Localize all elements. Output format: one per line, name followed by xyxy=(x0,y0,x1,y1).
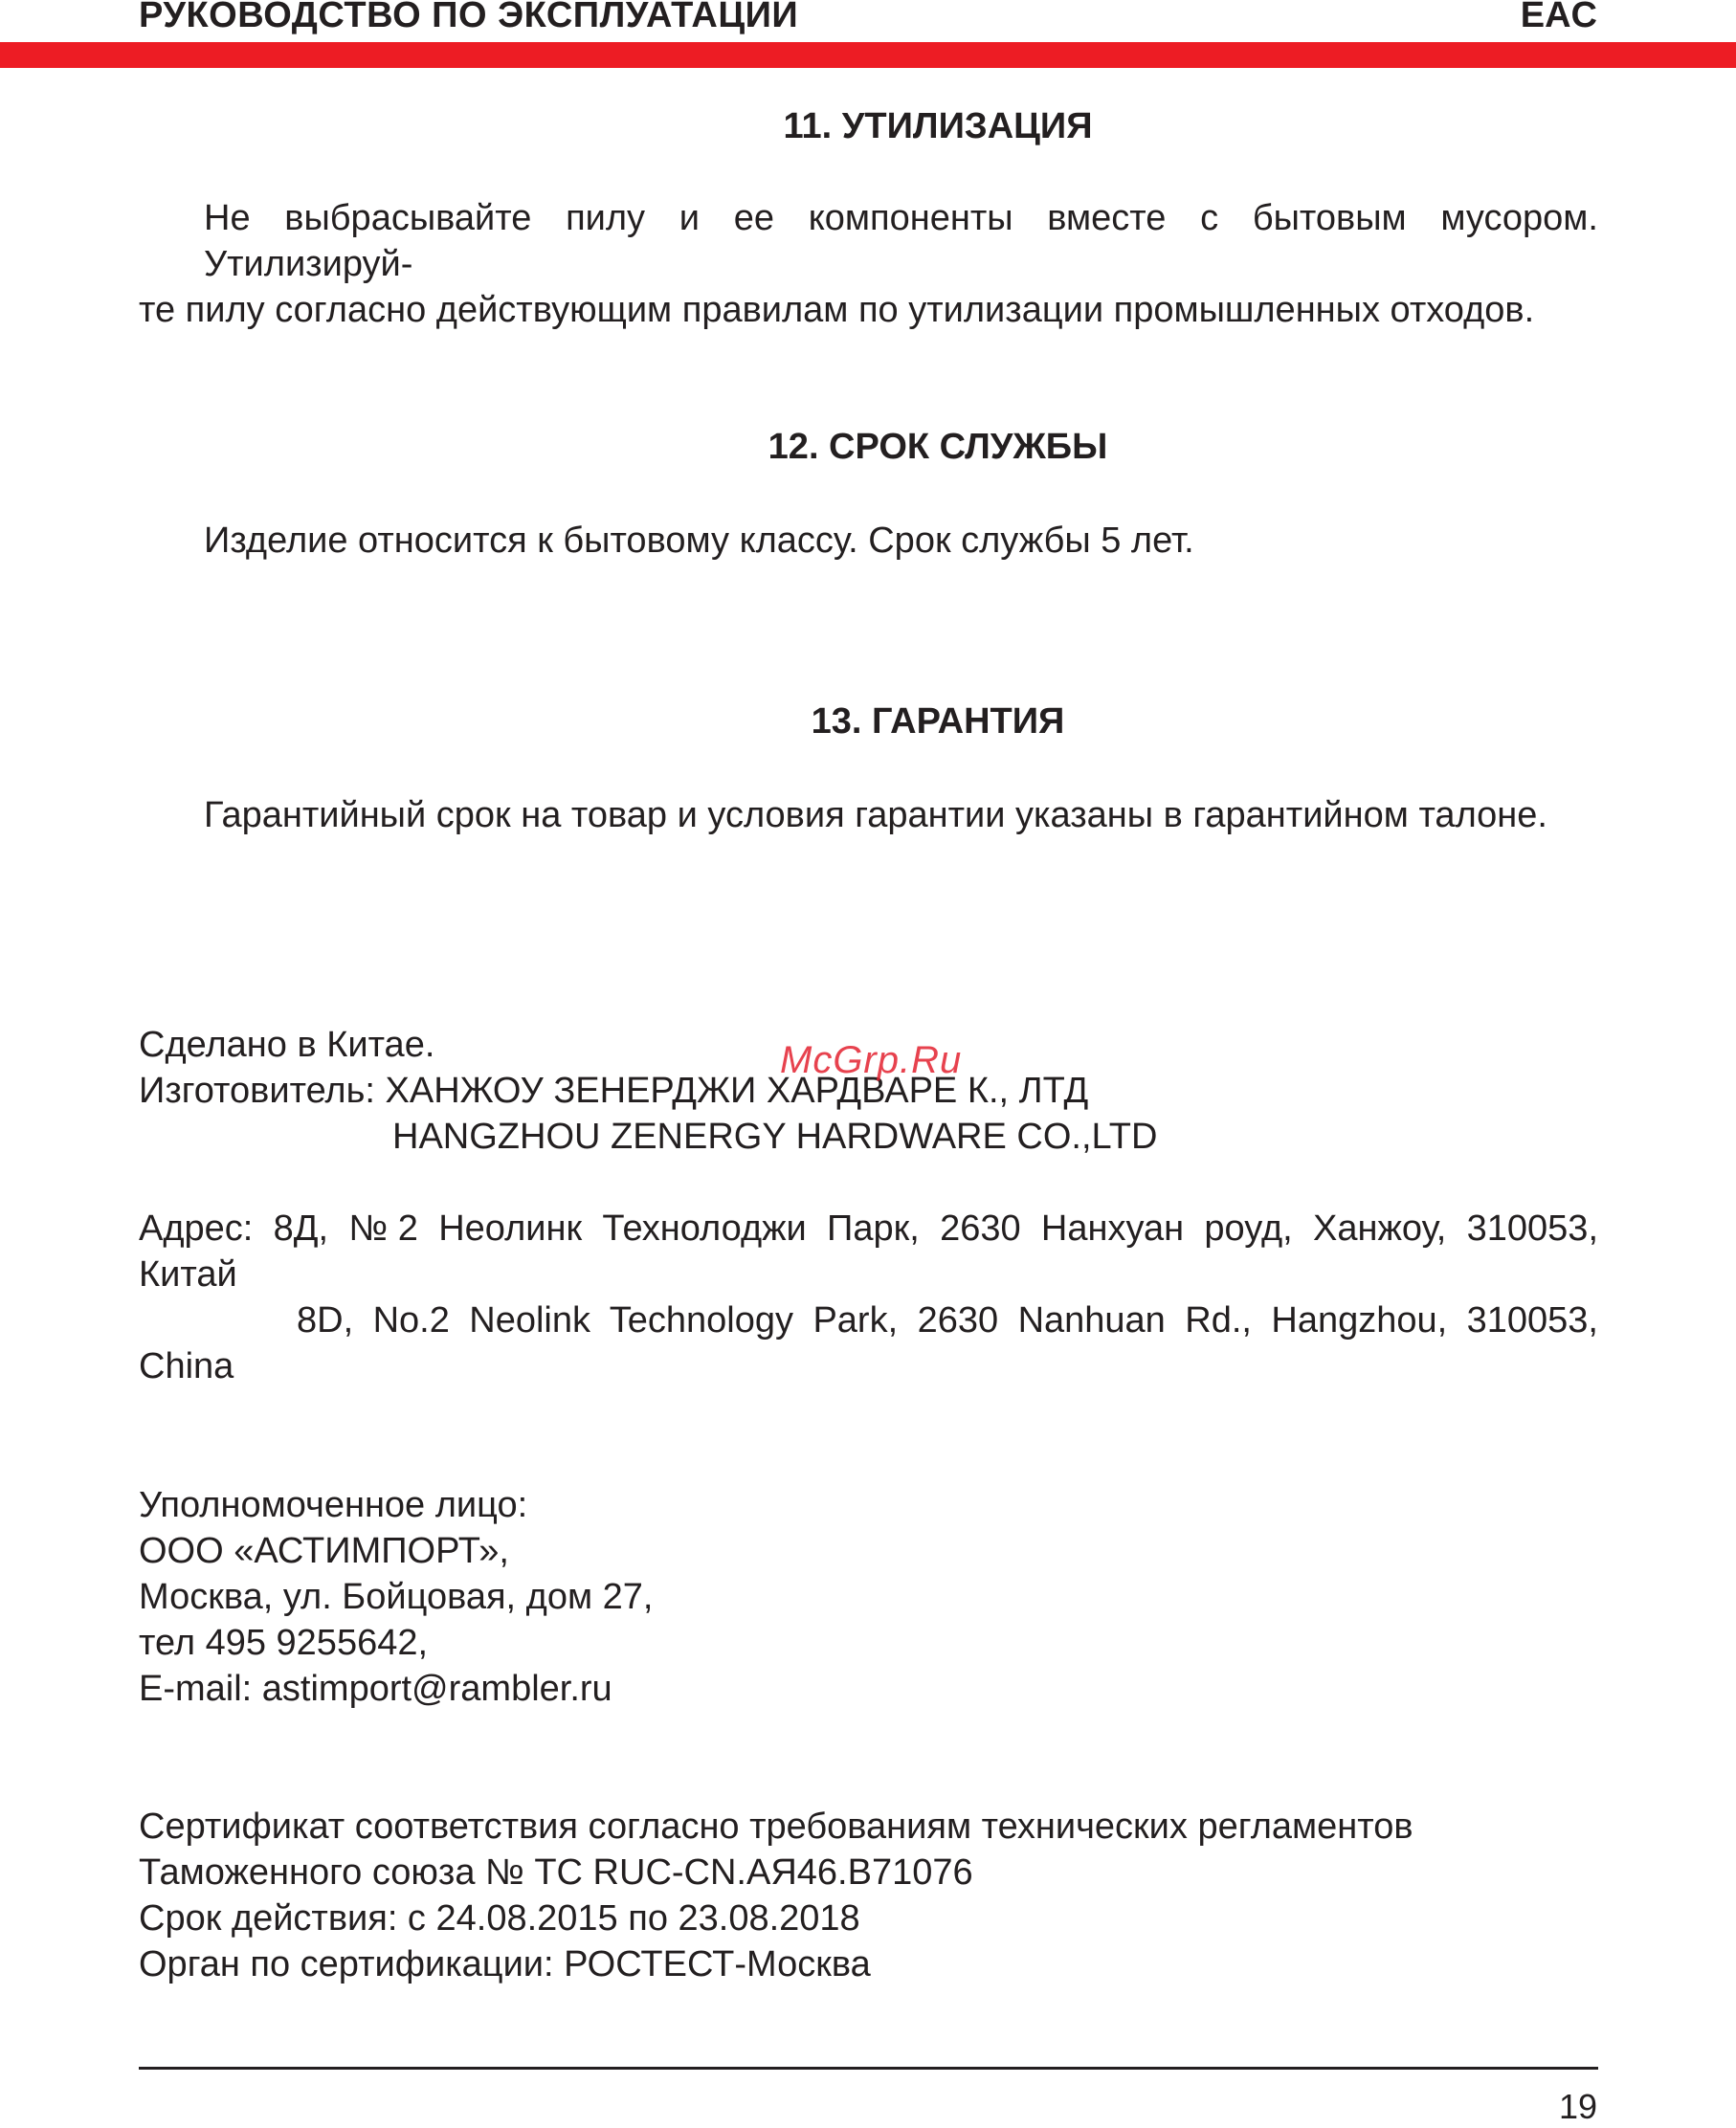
certificate-line-2: Таможенного союза № ТС RUC-CN.АЯ46.В71076 xyxy=(139,1852,973,1893)
section-13-text xyxy=(139,792,1598,838)
section-11-text xyxy=(139,195,1598,333)
address-en-line-2: China xyxy=(139,1346,234,1386)
certificate-line-4: Орган по сертификации: РОСТЕСТ-Москва xyxy=(139,1944,871,1984)
certificate-line-3: Срок действия: с 24.08.2015 по 23.08.2018 xyxy=(139,1898,860,1939)
section-11-heading: 11. УТИЛИЗАЦИЯ xyxy=(783,106,1093,146)
eac-mark: EAC xyxy=(1520,0,1597,35)
page-number: 19 xyxy=(1558,2087,1597,2126)
watermark-text: McGrp.Ru xyxy=(780,1039,963,1081)
authorized-block xyxy=(139,1482,1598,1712)
made-in-line: Сделано в Китае. xyxy=(139,1025,435,1065)
section-11-line-2: те пилу согласно действующим правилам по утилизации промышленных отходов. xyxy=(139,290,1535,330)
address-block xyxy=(139,1206,1598,1389)
authorized-company: ООО «АСТИМПОРТ», xyxy=(139,1531,509,1571)
certificate-line-1: Сертификат соответствия согласно требованиям технических регламентов xyxy=(139,1807,1413,1847)
section-12-heading: 12. СРОК СЛУЖБЫ xyxy=(768,427,1108,467)
address-ru-line-1: Адрес: 8Д, №2 Неолинк Технолоджи Парк, 2630 Нанхуан роуд, Ханжоу, 310053, xyxy=(139,1208,1598,1249)
section-12-text xyxy=(139,518,1598,564)
certificate-block xyxy=(139,1804,1598,1987)
section-13-line-1: Гарантийный срок на товар и условия гарантии указаны в гарантийном талоне. xyxy=(204,795,1547,835)
authorized-email: E-mail: astimport@rambler.ru xyxy=(139,1669,612,1709)
address-ru-line-2: Китай xyxy=(139,1254,237,1295)
manufacturer-ru-line: Изготовитель: ХАНЖОУ ЗЕНЕРДЖИ ХАРДВАРЕ К., ЛТД xyxy=(139,1071,1089,1111)
header-red-band xyxy=(0,42,1736,68)
authorized-phone: тел 495 9255642, xyxy=(139,1623,429,1663)
authorized-label: Уполномоченное лицо: xyxy=(139,1485,528,1525)
section-13-heading: 13. ГАРАНТИЯ xyxy=(811,701,1065,742)
manual-title: РУКОВОДСТВО ПО ЭКСПЛУАТАЦИИ xyxy=(139,0,799,35)
authorized-address: Москва, ул. Бойцовая, дом 27, xyxy=(139,1577,654,1617)
address-en-line-1: 8D, No.2 Neolink Technology Park, 2630 Nanhuan Rd., Hangzhou, 310053, xyxy=(297,1300,1598,1341)
section-11-line-1: Не выбрасывайте пилу и ее компоненты вместе с бытовым мусором. Утилизируй- xyxy=(204,198,1598,284)
section-12-line-1: Изделие относится к бытовому классу. Срок службы 5 лет. xyxy=(204,521,1194,561)
manufacturer-en-line: HANGZHOU ZENERGY HARDWARE CO.,LTD xyxy=(392,1117,1158,1157)
footer-rule xyxy=(139,2067,1598,2070)
